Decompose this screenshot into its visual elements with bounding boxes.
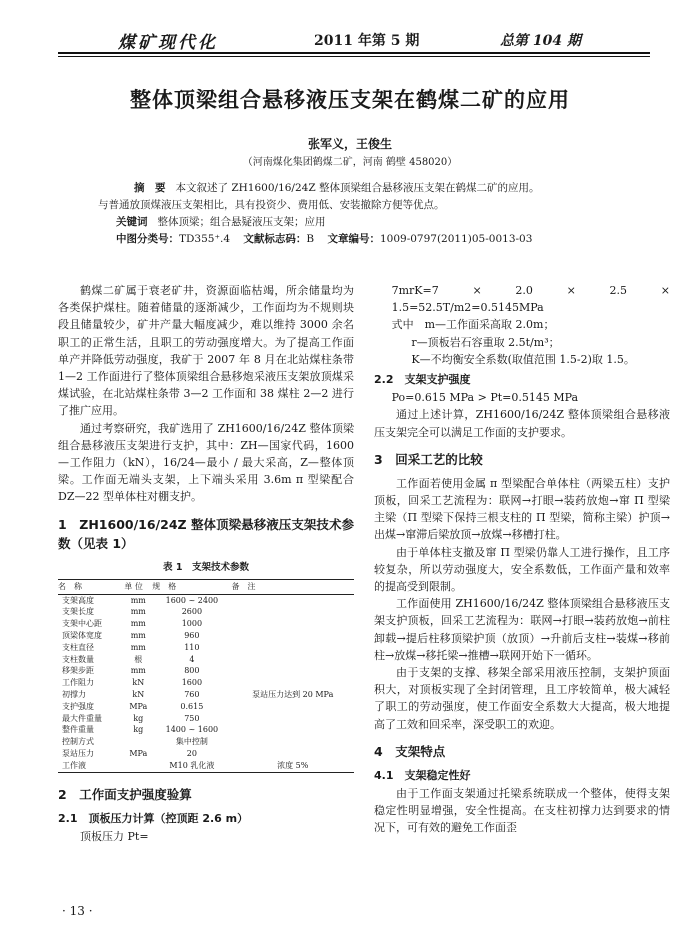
table-cell: M10 乳化液: [152, 760, 231, 772]
abstract-label: 摘 要: [134, 182, 166, 194]
table-cell: MPa: [129, 749, 148, 758]
table-cell: 控制方式: [62, 737, 94, 747]
table-cell: mm: [130, 666, 146, 676]
abstract-block: [98, 180, 618, 248]
section-2-1-heading: 2.1 顶板压力计算（控顶距 2.6 m）: [58, 811, 249, 825]
section-1-heading: 1 ZH1600/16/24Z 整体顶梁悬移液压支架技术参数（见表 1）: [58, 516, 354, 551]
table-cell: 800: [184, 666, 200, 676]
table-header-row: [58, 579, 354, 594]
table-cell: 支柱数量: [62, 654, 94, 664]
table-header-cell: 备 注: [231, 579, 354, 594]
table-body: [58, 594, 354, 772]
table-header-cell: 名 称: [58, 579, 124, 594]
doc-code: B: [306, 233, 315, 245]
section-2-heading: 2 工作面支护强度验算: [58, 786, 192, 802]
table-row: [58, 713, 354, 725]
table-cell: kg: [133, 725, 144, 735]
table-cell: [231, 724, 354, 736]
section-4-1-heading: 4.1 支架稳定性好: [374, 768, 471, 782]
table-cell: 1400 ~ 1600: [165, 725, 219, 735]
table-cell: 浓度 5%: [231, 760, 354, 772]
table-cell: mm: [130, 642, 146, 652]
table-cell: 支架长度: [62, 607, 94, 617]
table-cell: 顶梁体宽度: [62, 631, 102, 641]
table-cell: 750: [184, 713, 200, 723]
intro-paragraph-1: 鹤煤二矿属于衰老矿井，资源面临枯竭，所余储量均为各类保护煤柱。随着储量的逐渐减少，工作面均为不规则块段且储量较少，矿井产量大幅度减少，难以维持 3000 余名职工的正常生活，且职工的劳动强度增大。为了提高工作面单产并降低劳动强度，我矿于 2007 年 8 月在北站煤柱条带 1—2 工作面进行了整体顶梁组合悬移炮采液压支架放顶煤采煤试验，在北站煤柱条带 3—2 工作面和 38 煤柱 2—2 进行了推广应用。: [58, 284, 354, 418]
tech-params-table: [58, 579, 354, 773]
table-cell: [124, 736, 152, 748]
table-cell: 泵站压力达到 20 MPa: [252, 690, 334, 700]
doc-code-label: 文献标志码：: [243, 233, 307, 245]
header-rule-thick: [58, 52, 650, 54]
table-cell: [231, 642, 354, 654]
table-cell: 110: [184, 642, 200, 652]
table-row: [58, 677, 354, 689]
abstract-line-2: 与普通放顶煤液压支架相比，具有投资少、费用低、安装撤除方便等优点。: [98, 199, 445, 211]
section-4-heading: 4 支架特点: [374, 743, 446, 759]
formula-line-2: 式中 m—工作面采高取 2.0m；: [391, 318, 555, 332]
section-3-paragraph-1: 工作面若使用金属 π 型梁配合单体柱（两梁五柱）支护顶板，回采工艺流程为：联网→打眼→装药放炮→窜 Π 型梁主梁（Π 型梁下保持三根支柱的 Π 型梁，简称主梁）护顶→出煤→窜滞后梁放顶→放煤→移槽打柱。: [374, 476, 670, 542]
table-cell: 20: [186, 749, 197, 758]
article-no-label: 文章编号：: [327, 233, 380, 245]
table-cell: 960: [184, 631, 200, 641]
table-cell: 支护强度: [62, 701, 94, 711]
right-column: [374, 282, 670, 837]
table-cell: 集中控制: [175, 737, 208, 747]
table-row: [58, 665, 354, 677]
table-cell: [231, 665, 354, 677]
table-row: [58, 748, 354, 760]
table-row: [58, 606, 354, 618]
table-cell: [231, 677, 354, 689]
keywords-label: 关键词: [116, 216, 148, 228]
keywords: 整体顶梁；组合悬疑液压支架；应用: [157, 216, 326, 228]
authors: 张军义，王俊生: [307, 137, 392, 151]
table-row: [58, 689, 354, 701]
table-cell: 1600: [181, 678, 203, 688]
table-cell: 初撑力: [62, 690, 86, 700]
table-cell: MPa: [129, 701, 148, 711]
table-caption: 表 1 支架技术参数: [163, 561, 249, 573]
table-cell: 0.615: [180, 701, 204, 711]
table-cell: [124, 760, 152, 772]
total-issue-label: 总第 104 期: [500, 33, 581, 49]
table-cell: [231, 630, 354, 642]
table-cell: 支柱直径: [62, 642, 94, 652]
clc-code: TD355⁺.4: [179, 233, 231, 245]
article-no: 1009-0797(2011)05-0013-03: [379, 233, 533, 245]
section-3-heading: 3 回采工艺的比较: [374, 451, 483, 467]
table-cell: 1000: [181, 619, 203, 629]
article-title: 整体顶梁组合悬移液压支架在鹤煤二矿的应用: [130, 88, 570, 112]
table-cell: mm: [130, 607, 146, 617]
section-3-paragraph-3: 工作面使用 ZH1600/16/24Z 整体顶梁组合悬移液压支架支护顶板，回采工艺流程为：联网→打眼→装药放炮→前柱卸载→提后柱移顶梁护顶（放顶）→升前后支柱→装煤→移前柱→放煤→移托梁→推槽→联网开始下一循环。: [374, 597, 670, 662]
table-header-cell: 规 格: [152, 579, 231, 594]
table-cell: [231, 606, 354, 618]
table-cell: 工作阻力: [62, 678, 94, 688]
table-cell: [231, 713, 354, 725]
table-cell: 支架中心距: [62, 619, 102, 629]
section-2-2-formula: Po=0.615 MPa > Pt=0.5145 MPa: [391, 391, 579, 405]
table-cell: 支架高度: [62, 595, 94, 605]
table-cell: 1600 ~ 2400: [165, 595, 219, 605]
section-2-1-text: 顶板压力 Pt=: [80, 829, 149, 843]
section-4-1-text: 由于工作面支架通过托梁系统联成一个整体，使得支架稳定性明显增强，安全性提高。在支柱初撑力达到要求的情况下，可有效的避免工作面歪: [374, 787, 670, 835]
table-cell: [231, 594, 354, 606]
abstract-line-1: 本文叙述了 ZH1600/16/24Z 整体顶梁组合悬移液压支架在鹤煤二矿的应用。: [175, 182, 540, 194]
formula-line-3: r—顶板岩石容重取 2.5t/m³；: [411, 335, 560, 349]
left-column: [58, 282, 354, 845]
journal-name: 煤矿现代化: [118, 33, 218, 53]
header-rule-thin: [58, 56, 650, 57]
table-row: [58, 736, 354, 748]
table-cell: [231, 701, 354, 713]
table-cell: [231, 654, 354, 666]
table-cell: 整件重量: [62, 725, 94, 735]
table-row: [58, 724, 354, 736]
formula-line-4: K—不均衡安全系数(取值范围 1.5-2)取 1.5。: [411, 352, 635, 366]
intro-paragraph-2: 通过考察研究，我矿选用了 ZH1600/16/24Z 整体顶梁组合悬移液压支架进行支护，其中：ZH—国家代码，1600—工作阻力（kN），16/24—最小 / 最大采高，Z—整体顶梁。工作面无端头支架，上下端头采用 3.6m π 型梁配合 DZ—22 型单体柱对棚支护。: [58, 421, 354, 504]
table-cell: 根: [134, 654, 143, 664]
section-3-paragraph-4: 由于支架的支撑、移架全部采用液压控制，支架护顶面积大，对顶板实现了全封闭管理，且工序较简单，极大减轻了职工的劳动强度，使工作面安全系数大大提高，极大地提高了工效和回采率，深受职工的欢迎。: [374, 666, 670, 731]
section-3-paragraph-2: 由于单体柱支撤及窜 Π 型梁仍靠人工进行操作，且工序较复杂，所以劳动强度大，安全系数低，工作面产量和效率的提高受到限制。: [374, 545, 670, 594]
section-2-2-heading: 2.2 支架支护强度: [374, 373, 471, 387]
table-cell: 4: [189, 654, 195, 664]
page-number: · 13 ·: [62, 904, 93, 918]
table-cell: mm: [130, 595, 146, 605]
table-row: [58, 642, 354, 654]
issue-label: 2011 年第 5 期: [314, 33, 420, 49]
table-row: [58, 654, 354, 666]
table-cell: 泵站压力: [62, 749, 94, 758]
table-cell: mm: [130, 631, 146, 641]
table-row: [58, 630, 354, 642]
affiliation: （河南煤化集团鹤煤二矿，河南 鹤壁 458020）: [242, 157, 458, 168]
table-cell: 760: [184, 690, 200, 700]
table-cell: 移架步距: [62, 666, 94, 676]
table-cell: mm: [130, 619, 146, 629]
table-cell: 工作液: [58, 760, 124, 772]
table-header-cell: 单 位: [124, 579, 152, 594]
table-cell: [231, 748, 354, 760]
table-cell: 2600: [181, 607, 203, 617]
table-cell: kN: [132, 678, 145, 688]
table-row: [58, 618, 354, 630]
table-cell: 最大件重量: [62, 713, 102, 723]
clc-label: 中图分类号：: [116, 233, 179, 245]
table-row: [58, 701, 354, 713]
table-row: [58, 594, 354, 606]
table-row: [58, 760, 354, 772]
table-cell: kg: [133, 713, 144, 723]
formula-line-1: 7mrK=7 × 2.0 × 2.5 × 1.5=52.5T/m2=0.5145MPa: [391, 284, 670, 315]
table-cell: kN: [132, 690, 145, 700]
section-2-2-text: 通过上述计算，ZH1600/16/24Z 整体顶梁组合悬移液压支架完全可以满足工作面的支护要求。: [374, 408, 670, 439]
table-cell: [231, 736, 354, 748]
table-cell: [231, 618, 354, 630]
